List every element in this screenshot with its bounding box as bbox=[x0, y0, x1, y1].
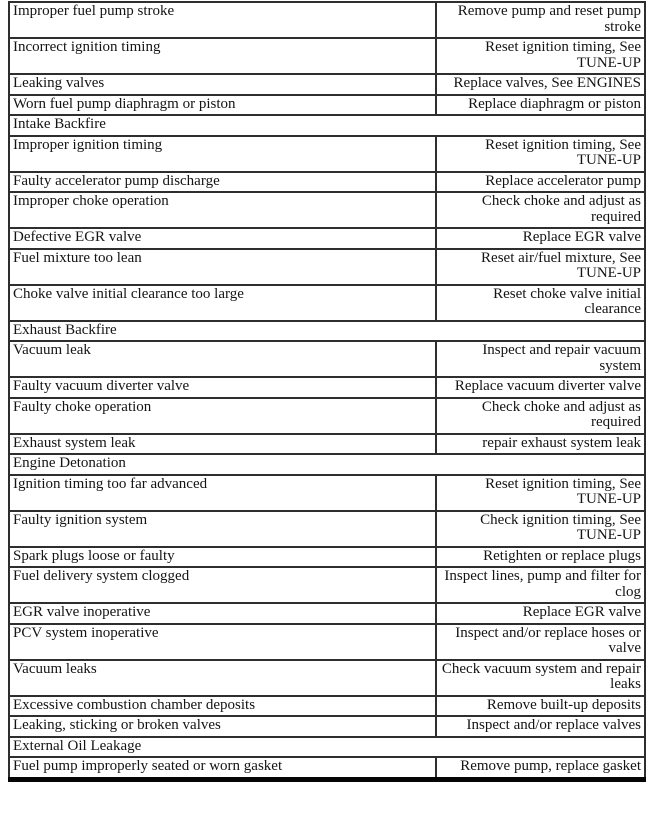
table-row bbox=[9, 172, 645, 193]
table-row bbox=[9, 547, 645, 568]
cause-cell: Improper fuel pump stroke bbox=[9, 2, 436, 38]
table-row bbox=[9, 38, 645, 74]
section-header: External Oil Leakage bbox=[9, 737, 645, 758]
cause-cell: Improper ignition timing bbox=[9, 136, 436, 172]
remedy-cell: Remove built-up deposits bbox=[436, 696, 645, 717]
cause-cell: Excessive combustion chamber deposits bbox=[9, 696, 436, 717]
remedy-cell: Replace EGR valve bbox=[436, 603, 645, 624]
table-row bbox=[9, 74, 645, 95]
section-header-row bbox=[9, 115, 645, 136]
cause-cell: Leaking, sticking or broken valves bbox=[9, 716, 436, 737]
cause-cell: Faulty accelerator pump discharge bbox=[9, 172, 436, 193]
table-row bbox=[9, 434, 645, 455]
remedy-cell: Inspect and repair vacuum system bbox=[436, 341, 645, 377]
cause-cell: EGR valve inoperative bbox=[9, 603, 436, 624]
remedy-cell: Replace diaphragm or piston bbox=[436, 95, 645, 116]
table-row bbox=[9, 249, 645, 285]
table-row bbox=[9, 228, 645, 249]
cause-cell: Exhaust system leak bbox=[9, 434, 436, 455]
table-row bbox=[9, 136, 645, 172]
table-row bbox=[9, 285, 645, 321]
remedy-cell: Reset ignition timing, See TUNE-UP bbox=[436, 475, 645, 511]
section-header-row bbox=[9, 737, 645, 758]
cause-cell: Defective EGR valve bbox=[9, 228, 436, 249]
section-header-row bbox=[9, 454, 645, 475]
table-row bbox=[9, 716, 645, 737]
cause-cell: Incorrect ignition timing bbox=[9, 38, 436, 74]
cause-cell: Vacuum leaks bbox=[9, 660, 436, 696]
cause-cell: Worn fuel pump diaphragm or piston bbox=[9, 95, 436, 116]
table-row bbox=[9, 341, 645, 377]
section-header: Exhaust Backfire bbox=[9, 321, 645, 342]
table-body bbox=[9, 2, 645, 779]
remedy-cell: Check ignition timing, See TUNE-UP bbox=[436, 511, 645, 547]
cause-cell: Choke valve initial clearance too large bbox=[9, 285, 436, 321]
remedy-cell: Retighten or replace plugs bbox=[436, 547, 645, 568]
cause-cell: Vacuum leak bbox=[9, 341, 436, 377]
troubleshooting-table bbox=[8, 1, 646, 782]
section-header-row bbox=[9, 321, 645, 342]
remedy-cell: Inspect and/or replace hoses or valve bbox=[436, 624, 645, 660]
remedy-cell: Check choke and adjust as required bbox=[436, 398, 645, 434]
remedy-cell: Reset air/fuel mixture, See TUNE-UP bbox=[436, 249, 645, 285]
remedy-cell: Reset ignition timing, See TUNE-UP bbox=[436, 136, 645, 172]
cause-cell: Faulty vacuum diverter valve bbox=[9, 377, 436, 398]
remedy-cell: Reset ignition timing, See TUNE-UP bbox=[436, 38, 645, 74]
remedy-cell: repair exhaust system leak bbox=[436, 434, 645, 455]
table-row bbox=[9, 377, 645, 398]
cause-cell: Faulty choke operation bbox=[9, 398, 436, 434]
remedy-cell: Remove pump and reset pump stroke bbox=[436, 2, 645, 38]
remedy-cell: Check vacuum system and repair leaks bbox=[436, 660, 645, 696]
table-row bbox=[9, 95, 645, 116]
table-row bbox=[9, 696, 645, 717]
table-row bbox=[9, 475, 645, 511]
table-row bbox=[9, 192, 645, 228]
remedy-cell: Replace EGR valve bbox=[436, 228, 645, 249]
section-header: Intake Backfire bbox=[9, 115, 645, 136]
cause-cell: Leaking valves bbox=[9, 74, 436, 95]
table-row bbox=[9, 660, 645, 696]
remedy-cell: Replace vacuum diverter valve bbox=[436, 377, 645, 398]
table-row bbox=[9, 624, 645, 660]
cause-cell: Ignition timing too far advanced bbox=[9, 475, 436, 511]
cause-cell: Fuel delivery system clogged bbox=[9, 567, 436, 603]
table-row bbox=[9, 603, 645, 624]
section-header: Engine Detonation bbox=[9, 454, 645, 475]
cause-cell: Spark plugs loose or faulty bbox=[9, 547, 436, 568]
table-row bbox=[9, 757, 645, 779]
table-row bbox=[9, 398, 645, 434]
remedy-cell: Inspect and/or replace valves bbox=[436, 716, 645, 737]
remedy-cell: Inspect lines, pump and filter for clog bbox=[436, 567, 645, 603]
cause-cell: PCV system inoperative bbox=[9, 624, 436, 660]
remedy-cell: Check choke and adjust as required bbox=[436, 192, 645, 228]
remedy-cell: Replace valves, See ENGINES bbox=[436, 74, 645, 95]
remedy-cell: Replace accelerator pump bbox=[436, 172, 645, 193]
table-row bbox=[9, 511, 645, 547]
cause-cell: Fuel pump improperly seated or worn gasket bbox=[9, 757, 436, 779]
cause-cell: Faulty ignition system bbox=[9, 511, 436, 547]
table-row bbox=[9, 2, 645, 38]
cause-cell: Fuel mixture too lean bbox=[9, 249, 436, 285]
remedy-cell: Remove pump, replace gasket bbox=[436, 757, 645, 779]
table-row bbox=[9, 567, 645, 603]
remedy-cell: Reset choke valve initial clearance bbox=[436, 285, 645, 321]
cause-cell: Improper choke operation bbox=[9, 192, 436, 228]
